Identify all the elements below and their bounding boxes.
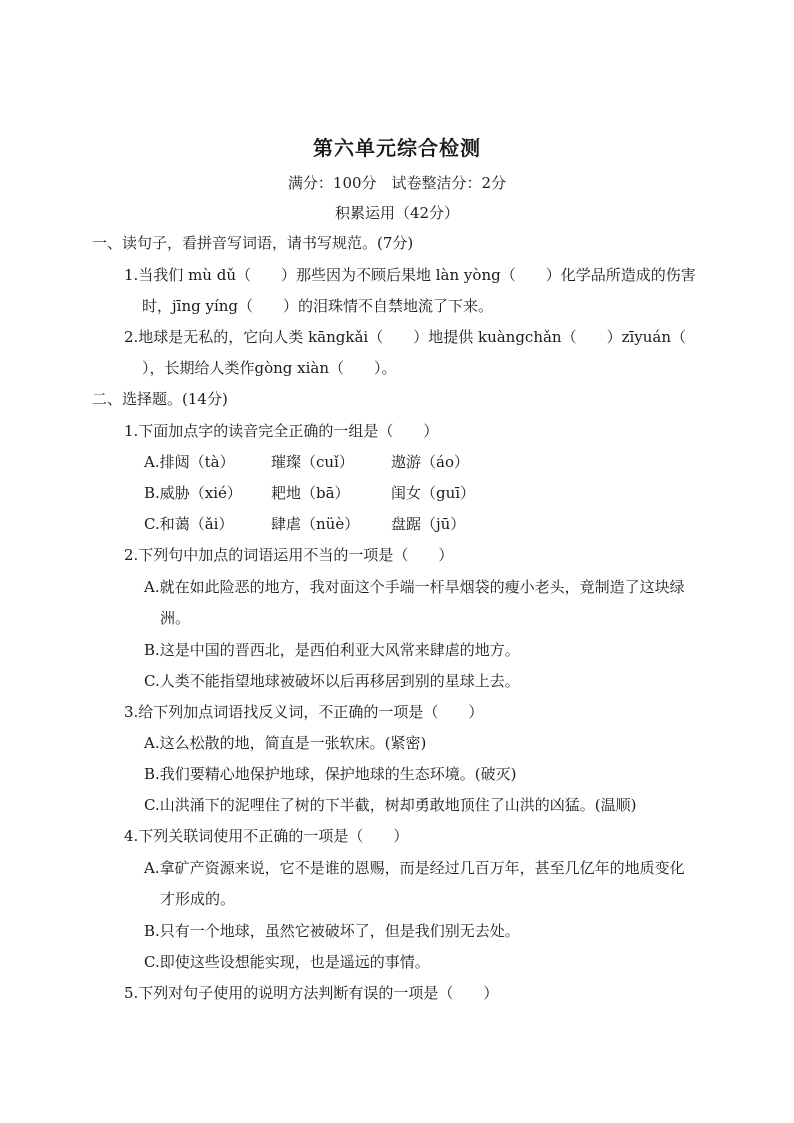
q2-item2-option-c: C.人类不能指望地球被破坏以后再移居到别的星球上去。: [144, 672, 520, 690]
q2-item3-option-b: B.我们要精心地保护地球，保护地球的生态环境。(破灭): [144, 765, 517, 783]
q2-item1-stem: 1.下面加点字的读音完全正确的一组是（ ）: [124, 422, 439, 440]
q2-item1-option: 遨游（áo）: [391, 453, 469, 471]
q2-item1-option: 肆虐（nüè）: [271, 515, 360, 533]
q2-item4-option-a-cont: 才形成的。: [160, 890, 236, 908]
q2-item3-stem: 3.给下列加点词语找反义词，不正确的一项是（ ）: [124, 703, 484, 721]
q2-item1-option: 闺女（guī）: [391, 484, 476, 502]
q2-item1-option: C.和蔼（ǎi）: [144, 515, 234, 533]
q1-sentence1-line2: 时，jīng yíng（ ）的泪珠情不自禁地流了下来。: [142, 297, 494, 315]
q2-item1-option: B.威胁（xié）: [144, 484, 242, 502]
page-title: 第六单元综合检测: [313, 136, 481, 160]
q2-item4-option-c: C.即使这些设想能实现，也是遥远的事情。: [144, 953, 430, 971]
q1-sentence2-line1: 2.地球是无私的，它向人类 kāngkǎi（ ）地提供 kuàngchǎn（ ）zīyuán（: [124, 328, 687, 346]
q2-item1-option: A.排闼（tà）: [144, 453, 235, 471]
q2-heading: 二、选择题。(14分): [92, 390, 228, 408]
score-info: 满分：100分 试卷整洁分：2分: [287, 174, 507, 192]
q1-sentence2-line2: ），长期给人类作gòng xiàn（ ）。: [142, 359, 397, 377]
q2-item3-option-c: C.山洪涌下的泥哩住了树的下半截，树却勇敢地顶住了山洪的凶猛。(温顺): [144, 796, 637, 814]
q2-item4-option-b: B.只有一个地球，虽然它被破坏了，但是我们别无去处。: [144, 922, 520, 940]
q2-item1-option: 璀璨（cuǐ）: [271, 453, 354, 471]
q1-heading: 一、读句子，看拼音写词语，请书写规范。(7分): [92, 234, 414, 252]
q2-item1-option: 盘踞（jū）: [391, 515, 466, 533]
section-title: 积累运用（42分）: [334, 204, 460, 222]
q1-sentence1-line1: 1.当我们 mù dǔ（ ）那些因为不顾后果地 làn yòng（ ）化学品所造成的伤害: [124, 266, 696, 284]
q2-item2-stem: 2.下列句中加点的词语运用不当的一项是（ ）: [124, 546, 454, 564]
q2-item4-stem: 4.下列关联词使用不正确的一项是（ ）: [124, 827, 409, 845]
q2-item2-option-b: B.这是中国的晋西北，是西伯利亚大风常来肆虐的地方。: [144, 641, 520, 659]
q2-item4-option-a: A.拿矿产资源来说，它不是谁的恩赐，而是经过几百万年，甚至几亿年的地质变化: [144, 859, 685, 877]
q2-item5-stem: 5.下列对句子使用的说明方法判断有误的一项是（ ）: [124, 984, 499, 1002]
q2-item2-option-a: A.就在如此险恶的地方，我对面这个手端一杆旱烟袋的瘦小老头，竟制造了这块绿: [144, 578, 685, 596]
q2-item2-option-a-cont: 洲。: [160, 609, 191, 627]
q2-item1-option: 耙地（bā）: [271, 484, 350, 502]
q2-item3-option-a: A.这么松散的地，简直是一张软床。(紧密): [144, 734, 427, 752]
